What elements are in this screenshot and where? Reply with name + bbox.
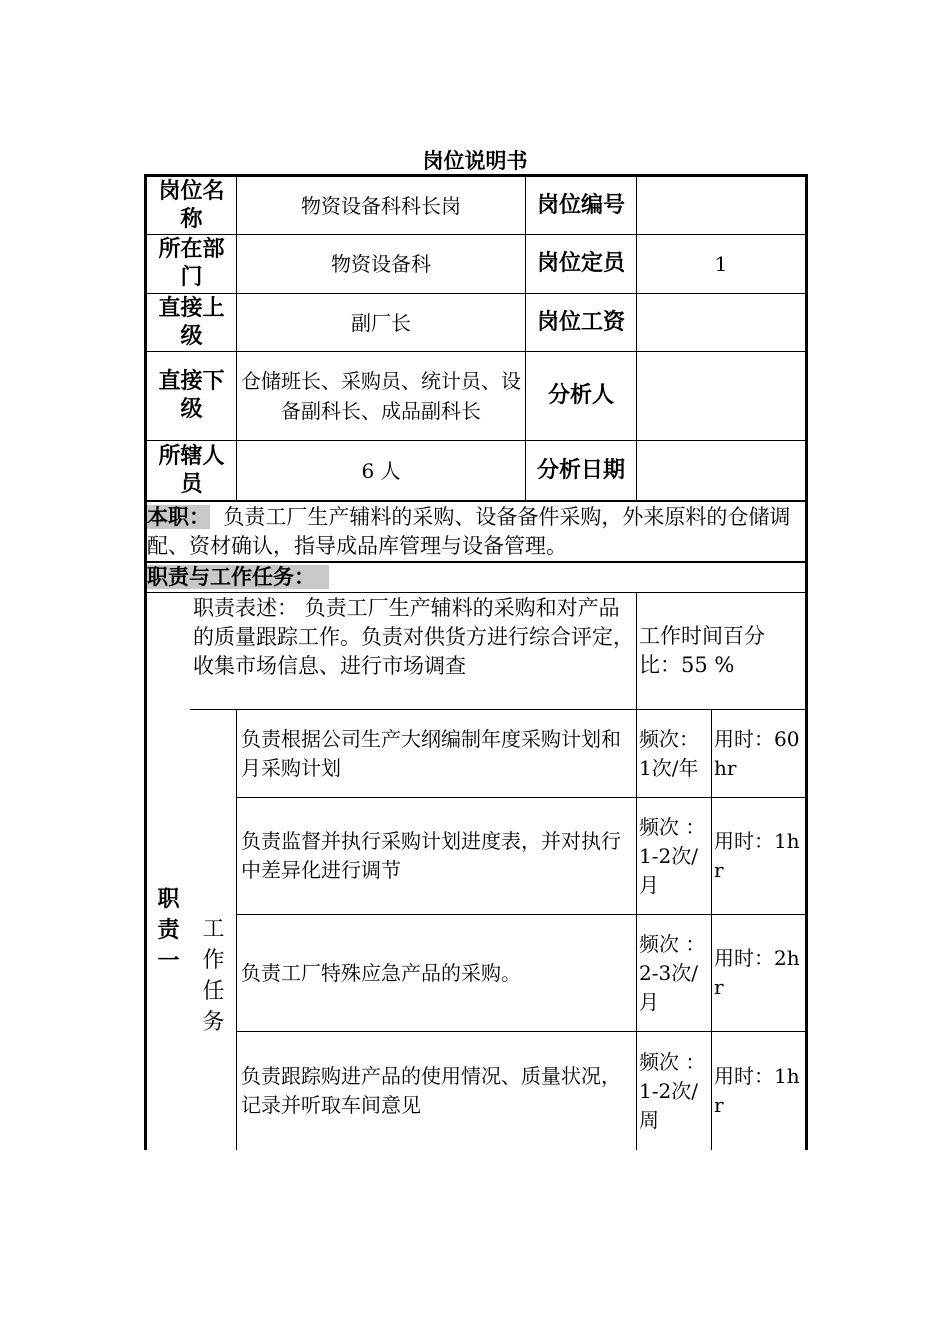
time-percent: 工作时间百分比：55 % [639, 624, 765, 677]
task-row-4-time: 用时：1hr [714, 1064, 800, 1117]
task-row-4-freq: 频次 ：1-2次/周 [639, 1049, 706, 1132]
subordinates-value: 仓储班长、采购员、统计员、设备副科长、成品副科长 [241, 369, 521, 423]
job-name-value: 物资设备科科长岗 [301, 193, 461, 218]
task-row-1-freq: 频次：1次/年 [639, 726, 699, 780]
superior-value: 副厂长 [351, 310, 411, 335]
core-duty-text: 负责工厂生产辅料的采购、设备备件采购，外来原料的仓储调配、资材确认，指导成品库管理与设备管理。 [147, 505, 791, 558]
analysis-date-value [637, 441, 805, 500]
task-row-1-text: 负责根据公司生产大纲编制年度采购计划和月采购计划 [241, 726, 621, 780]
analysis-date-label: 分析日期 [536, 457, 625, 483]
subordinates-label: 直接下级 [158, 369, 225, 422]
department-label: 所在部门 [158, 237, 225, 290]
task-row-1-time: 用时：60hr [714, 726, 800, 780]
analyst-label: 分析人 [547, 383, 614, 408]
task-row-3-freq: 频次 ：2-3次/月 [639, 931, 706, 1014]
duty-one-description: 职责表述： 负责工厂生产辅料的采购和对产品的质量跟踪工作。负责对供货方进行综合评定，收集市场信息、进行市场调查 [193, 596, 634, 678]
headcount-label: 岗位定员 [536, 251, 625, 276]
headcount-value: 1 [714, 252, 728, 276]
task-row-3-time: 用时：2hr [714, 946, 800, 999]
salary-label: 岗位工资 [536, 309, 625, 335]
duty-one-label: 职责一 [157, 886, 180, 974]
task-row-2-freq: 频次 ：1-2次/ 月 [639, 814, 706, 897]
job-number-value [637, 177, 805, 234]
task-row-2-time: 用时：1hr [714, 829, 800, 882]
analyst-value [637, 352, 805, 440]
staff-label: 所辖人员 [158, 443, 225, 497]
staff-value: 6 人 [361, 458, 401, 483]
task-row-3-text: 负责工厂特殊应急产品的采购。 [241, 960, 521, 985]
superior-label: 直接上级 [158, 295, 225, 349]
task-row-2-text: 负责监督并执行采购计划进度表，并对执行中差异化进行调节 [241, 829, 621, 882]
salary-value [637, 294, 805, 351]
work-task-label: 工作任务 [202, 916, 225, 1035]
page-title: 岗位说明书 [422, 149, 528, 173]
task-row-4-text: 负责跟踪购进产品的使用情况、质量状况，记录并听取车间意见 [241, 1064, 621, 1117]
duties-header: 职责与工作任务： [147, 563, 803, 592]
job-name-label: 岗位名称 [158, 178, 225, 232]
core-duty [147, 503, 803, 561]
department-value: 物资设备科 [331, 252, 431, 276]
job-number-label: 岗位编号 [536, 192, 625, 218]
core-duty-label: 本职： [147, 505, 210, 529]
